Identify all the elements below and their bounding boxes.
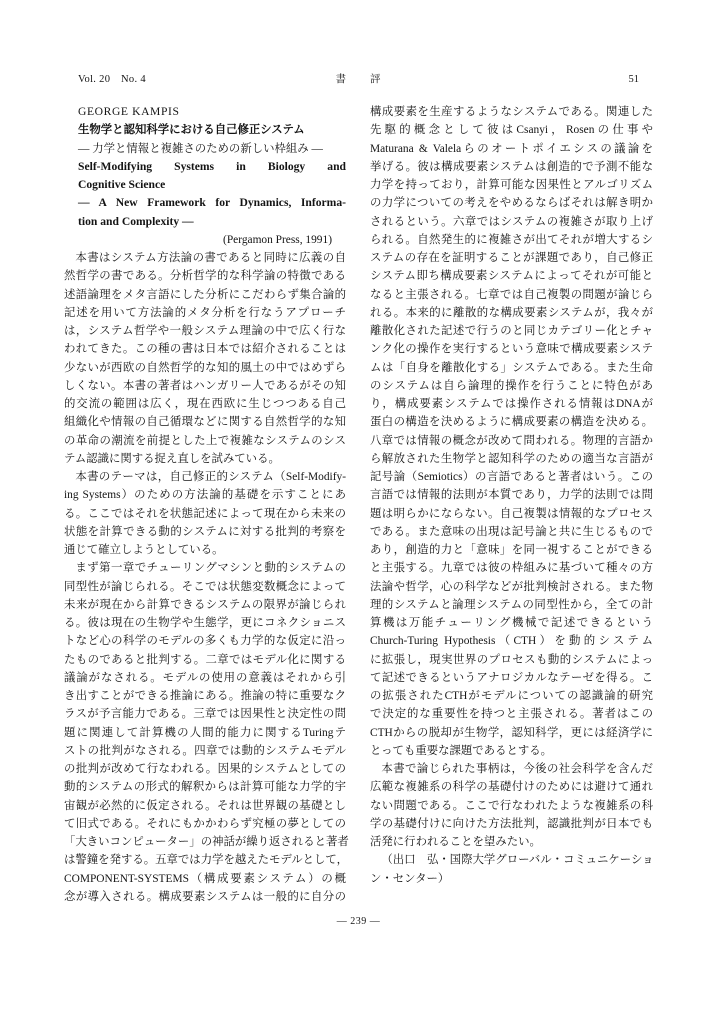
text-line: システム即ち構成要素システムによってそれが可能と — [370, 270, 653, 283]
text-line: 通じて確立しようとしている。 — [64, 544, 224, 556]
text-line: 広範な複雑系の科学の基礎付けのためには避けて通れ — [370, 781, 653, 794]
text-line: ストの批判がなされる。四章では動的システムモデル — [64, 744, 346, 757]
text-line: されるという。六章ではシステムの複雑さが取り上げ — [370, 215, 653, 228]
book-title-en-line: Self-Modifying Systems in Biology and — [78, 159, 346, 173]
text-line: 状態を計算できる動的システムに対する批判的考察を — [64, 525, 346, 538]
text-line: は，システム哲学や一般システム理論の中で広く行な — [64, 325, 346, 337]
text-line: 活発に行われることを望みたい。 — [370, 836, 541, 848]
text-line: テム認識に関する捉え直しを試みている。 — [64, 452, 280, 465]
text-line: のシステムは自ら論理的操作を行うことに特色があ — [370, 379, 653, 392]
text-line: 算機は万能チューリング機械で記述できるという — [370, 617, 653, 629]
paragraph — [64, 249, 346, 468]
review-body-right — [370, 103, 653, 851]
book-title-en-line: Cognitive Science — [78, 178, 166, 191]
book-author: GEORGE KAMPIS — [78, 105, 180, 118]
paragraph — [370, 760, 653, 851]
text-line: に拡張し，現実世界のプロセスも動的システムによっ — [370, 653, 653, 666]
page-footer-folio: — 239 — — [336, 916, 381, 927]
text-line: 挙げる。彼は構成要素システムは創造的で予測不能な — [370, 160, 653, 173]
paragraph — [370, 103, 653, 760]
text-line: き出すことができる推論にある。推論の特に重要なク — [64, 690, 346, 702]
book-title-ja: 生物学と認知科学における自己修正システム — [78, 124, 305, 137]
text-line: と主張する。九章では彼の枠組みに基づいて種々の方 — [370, 562, 653, 575]
text-line: 先駆的概念として彼はCsanyi，Rosenの仕事や — [370, 124, 653, 137]
reviewer-signature — [370, 851, 653, 888]
section-title: 書 評 — [335, 74, 382, 85]
reviewer-line: （出口 弘・国際大学グローバル・コミュニケーショ — [381, 854, 654, 867]
book-subtitle-ja: — 力学と情報と複雑さのための新しい枠組み — — [78, 142, 323, 155]
left-column — [64, 103, 349, 906]
text-line: トなど心の科学のモデルの多くも力学的な仮定に沿っ — [64, 635, 346, 648]
text-line: 記号論（Semiotics）の言語であると著者はいう。この — [370, 471, 653, 483]
text-line: 本書のテーマは，自己修正的システム（Self-Modify- — [75, 471, 346, 483]
text-line: 理的システムと論理システムの同型性から，全ての計 — [370, 598, 653, 611]
text-line: ラスが予言能力である。三章では因果性と決定性の問 — [64, 708, 346, 721]
text-line: COMPONENT-SYSTEMS（構成要素システム）の概 — [64, 872, 346, 885]
text-line: ing Systems）のための方法論的基礎を示すことにあ — [64, 489, 346, 502]
text-line: 宙観が必然的に仮定される。それは世界観の基礎とし — [64, 799, 346, 812]
text-line: ステムの存在を証明することが課題であり，自己修正 — [370, 252, 653, 264]
reviewer-line: ン・センター） — [370, 872, 450, 885]
text-line: 述語論理をメタ言語にした分析にこだわらず集合論的 — [64, 288, 346, 301]
text-line: の批判が改めて行なわれる。因果的システムとしての — [64, 763, 346, 775]
text-line: 学の基礎付けに向けた方法批判，認識批判が日本でも — [370, 817, 653, 830]
text-line: Church-Turing Hypothesis（CTH）を動的システム — [370, 635, 653, 648]
book-info — [64, 103, 346, 249]
text-line: 記述を用いて方法論的メタ分析を行なうアプローチ — [64, 306, 346, 319]
text-line: ンク化の操作を実行するという意味で構成要素システ — [370, 343, 653, 356]
text-line: れる。本来的に離散的な構成要素システムが，我々が — [370, 306, 653, 319]
text-line: 題に関連して計算機の人間的能力に関するTuringテ — [64, 726, 346, 739]
text-line: られる。自然発生的に複雑さが出てそれが増大するシ — [370, 233, 653, 246]
text-line: る。ここではそれを状態記述によって現在から未来の — [64, 507, 346, 520]
text-line: われてきた。この種の書は日本では紹介されることは — [64, 343, 346, 356]
paragraph — [64, 468, 346, 559]
text-line: 「大きいコンピューター」の神話が繰り返されると著者 — [64, 836, 349, 848]
paragraph — [64, 559, 349, 906]
text-line: 然哲学の書である。分析哲学的な科学論の特徴である — [64, 270, 346, 283]
text-line: 言語では情報的法則が本質であり，力学的法則では問 — [370, 489, 653, 502]
text-line: 離散化された記述で行うのと同じカテゴリー化とチャ — [370, 325, 653, 337]
text-line: て旧式である。それにもかかわらず究極の夢としての — [64, 817, 346, 830]
text-line: 八章では情報の概念が改めて問われる。物理的言語か — [370, 434, 653, 447]
text-line: たものであると批判する。二章ではモデル化に関する — [64, 653, 346, 666]
text-line: 法論や哲学，心の科学などが批判検討される。また物 — [370, 580, 653, 593]
text-line: 未来が現在から計算できるシステムの限界が論じられ — [64, 598, 346, 611]
text-line: 念が導入される。構成要素システムは一般的に自分の — [64, 890, 346, 903]
text-line: ムは「自身を離散化する」システムである。また生命 — [370, 361, 653, 374]
text-line: 本書で論じられた事柄は，今後の社会科学を含んだ — [381, 763, 653, 775]
text-line: あり，創造的力と「意味」を同一視することができる — [370, 544, 653, 556]
text-line: り，構成要素システムでは操作される情報はDNAが — [370, 398, 653, 410]
text-line: 構成要素を生産するようなシステムである。関連した — [370, 106, 653, 118]
text-line: 蛋白の構造を決めるように構成要素の構造を決める。 — [370, 416, 653, 429]
text-line: 的交流の範囲は広く，現在西欧に生じつつある自己 — [64, 398, 346, 410]
book-subtitle-en-line: — A New Framework for Dynamics, Informa- — [78, 196, 346, 210]
text-line: の革命の潮流を前提とした上で複雑なシステムのシス — [64, 434, 346, 447]
text-line: ら解放された生物学と認知科学のための適当な言語が — [370, 452, 653, 465]
text-line: て記述できるというアナロジカルなテーゼを得る。こ — [370, 671, 653, 684]
text-line: 動的システムの形式的解釈からは計算可能な力学的宇 — [64, 781, 346, 794]
text-line: の力学についての考えをやめるならばそれは解き明か — [370, 197, 653, 210]
text-line: 組織化や情報の自己循環などに関する自然哲学的な知 — [64, 416, 346, 429]
text-line: の拡張されたCTHがモデルについての認識論的研究 — [370, 690, 653, 702]
text-line: である。また意味の出現は記号論と共に生じるもので — [370, 525, 653, 538]
page-number: 51 — [628, 74, 639, 85]
text-line: で決定的な重要性を持つと主張される。著者はこの — [370, 708, 653, 721]
text-line: 少ないが西欧の自然哲学的な知的風土の中ではめずら — [64, 361, 346, 374]
text-line: ない問題である。ここで行なわれたような複雑系の科 — [370, 799, 653, 812]
text-line: る。彼は現在の生物学や生態学，更にコネクショニス — [64, 617, 346, 629]
text-line: は警鐘を発する。五章では力学を越えたモデルとして， — [64, 854, 348, 867]
text-line: 議論がなされる。モデルの使用の意義はそれから引 — [64, 671, 346, 684]
text-line: とっても重要な課題であるとする。 — [370, 744, 553, 757]
book-subtitle-en-line: tion and Complexity — — [78, 214, 194, 228]
text-line: CTHからの脱却が生物学，認知科学，更には経済学に — [370, 726, 653, 739]
text-line: 本書はシステム方法論の書であると同時に広義の自 — [75, 252, 346, 264]
text-line: 同型性が論じられる。そこでは状態変数概念によって — [64, 580, 346, 593]
text-line: Maturana & Valelaらのオートポイエシスの議論を — [370, 142, 653, 155]
text-line: 力学を持っており，計算可能な因果性とアルゴリズム — [370, 179, 653, 191]
right-column — [370, 103, 653, 888]
review-body-left — [64, 249, 349, 906]
volume-label: Vol. 20 No. 4 — [78, 74, 146, 85]
text-line: なると主張される。七章では自己複製の問題が論じら — [370, 288, 653, 301]
book-publisher: (Pergamon Press, 1991) — [223, 233, 332, 246]
text-line: 題は明らかにならない。自己複製は情報的なプロセス — [370, 507, 653, 520]
text-line: しくない。本書の著者はハンガリー人であるがその知 — [64, 379, 346, 392]
text-line: まず第一章でチューリングマシンと動的システムの — [75, 562, 346, 575]
